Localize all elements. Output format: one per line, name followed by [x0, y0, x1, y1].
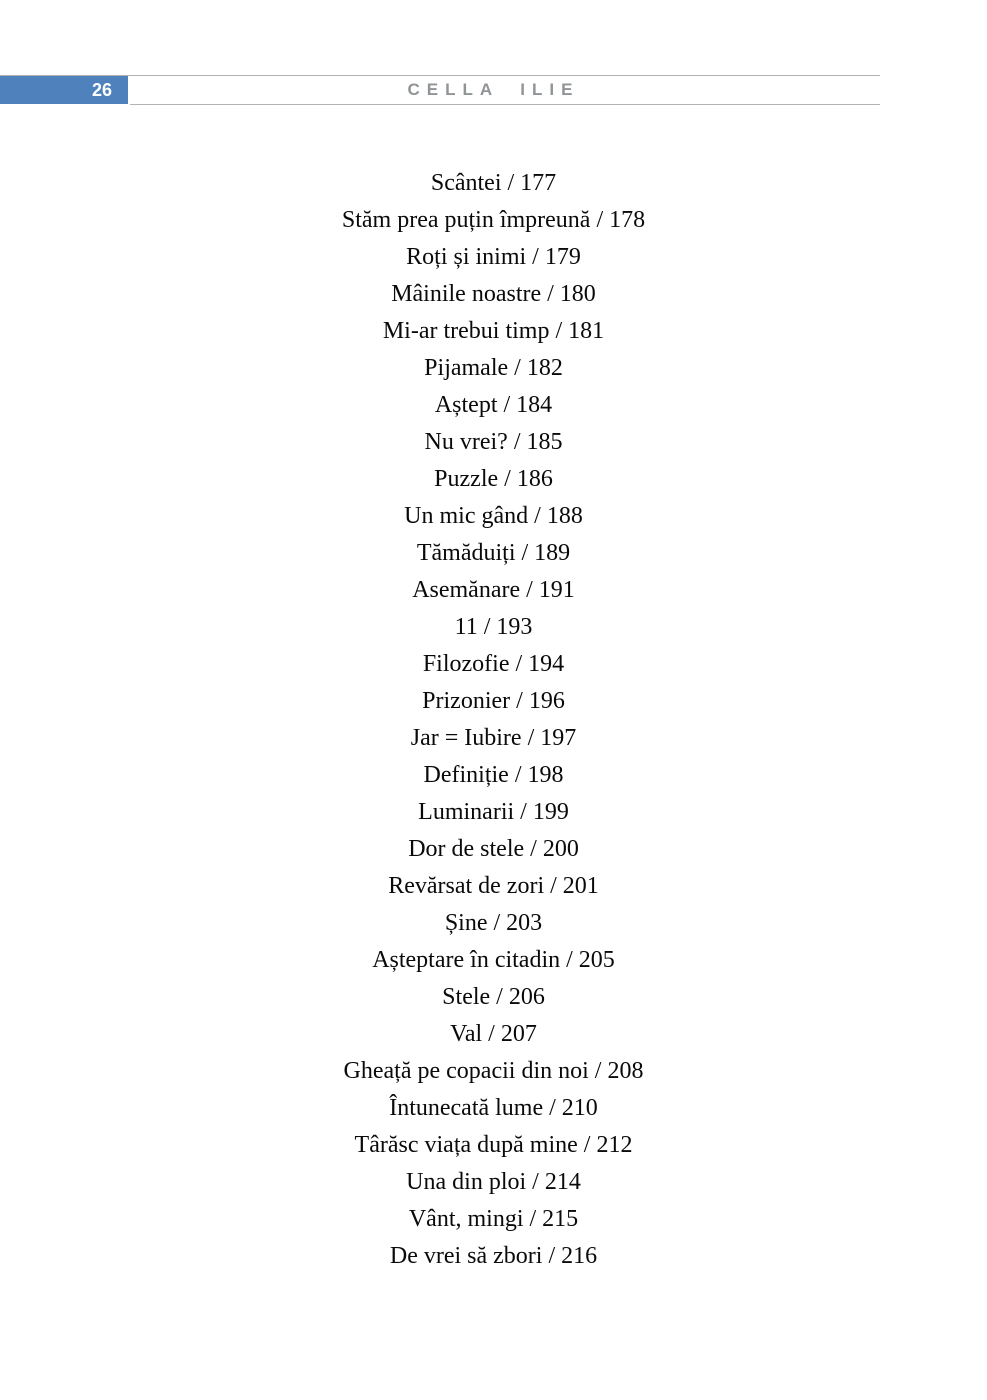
toc-entry: [0, 1201, 987, 1238]
toc-entry-text: Puzzle / 186: [434, 466, 553, 492]
toc-entry-text: Târăsc viața după mine / 212: [354, 1132, 633, 1158]
toc-entry: [0, 646, 987, 683]
toc-entry-text: Asemănare / 191: [412, 577, 575, 603]
toc-entry: [0, 1090, 987, 1127]
toc-entry-text: Vânt, mingi / 215: [408, 1206, 579, 1232]
toc-entry: [0, 609, 987, 646]
toc-entry-text: Pijamale / 182: [424, 355, 563, 381]
toc-entry: [0, 979, 987, 1016]
toc-entry: [0, 313, 987, 350]
toc-entry-text: Stele / 206: [442, 984, 545, 1010]
toc-entry-text: Stăm prea puțin împreună / 178: [341, 207, 646, 233]
page-number-badge: 26: [0, 76, 128, 104]
toc-entry-text: Val / 207: [450, 1021, 537, 1047]
toc-entry: [0, 1016, 987, 1053]
toc-entry-text: Mi-ar trebui timp / 181: [382, 318, 605, 344]
toc-entry: [0, 831, 987, 868]
toc-entry-text: 11 / 193: [454, 614, 533, 640]
toc-entry: [0, 942, 987, 979]
toc-entry-text: Întunecată lume / 210: [389, 1095, 598, 1121]
toc-entry: [0, 905, 987, 942]
toc-entry-text: Filozofie / 194: [422, 651, 565, 677]
toc-entry: [0, 387, 987, 424]
toc-entry-text: Prizonier / 196: [422, 688, 565, 714]
toc-entry-text: De vrei să zbori / 216: [389, 1243, 598, 1269]
toc-entry: [0, 794, 987, 831]
toc-entry: [0, 239, 987, 276]
toc-entry: [0, 1053, 987, 1090]
toc-entry: [0, 720, 987, 757]
toc-entry: [0, 757, 987, 794]
toc-entry: [0, 868, 987, 905]
toc-list: [0, 165, 987, 1275]
toc-entry-text: Una din ploi / 214: [406, 1169, 581, 1195]
toc-entry: [0, 276, 987, 313]
toc-entry: [0, 1127, 987, 1164]
toc-entry-text: Gheață pe copacii din noi / 208: [343, 1058, 644, 1084]
toc-entry-text: Luminarii / 199: [418, 799, 569, 825]
page-header: [0, 75, 987, 105]
toc-entry-text: Definiție / 198: [423, 762, 564, 788]
toc-entry-text: Un mic gând / 188: [404, 503, 583, 529]
toc-entry: [0, 572, 987, 609]
toc-entry: [0, 461, 987, 498]
toc-entry-text: Șine / 203: [444, 910, 543, 936]
toc-entry: [0, 535, 987, 572]
toc-entry-text: Dor de stele / 200: [408, 836, 579, 862]
toc-entry-text: Scântei / 177: [430, 170, 557, 196]
toc-entry: [0, 683, 987, 720]
toc-entry: [0, 424, 987, 461]
toc-entry: [0, 165, 987, 202]
toc-entry-text: Așteptare în citadin / 205: [372, 947, 615, 973]
toc-entry-text: Aștept / 184: [434, 392, 553, 418]
running-head-title: CELLA ILIE: [407, 80, 580, 99]
toc-entry: [0, 202, 987, 239]
toc-entry: [0, 1238, 987, 1275]
toc-entry: [0, 498, 987, 535]
toc-entry-text: Mâinile noastre / 180: [391, 281, 596, 307]
toc-entry-text: Revărsat de zori / 201: [388, 873, 599, 899]
toc-entry-text: Jar = Iubire / 197: [410, 725, 577, 751]
toc-entry: [0, 1164, 987, 1201]
toc-entry-text: Roți și inimi / 179: [406, 244, 581, 270]
header-bottom-rule: [130, 104, 880, 105]
toc-entry-text: Nu vrei? / 185: [424, 429, 563, 455]
toc-entry: [0, 350, 987, 387]
toc-entry-text: Tămăduiți / 189: [416, 540, 571, 566]
